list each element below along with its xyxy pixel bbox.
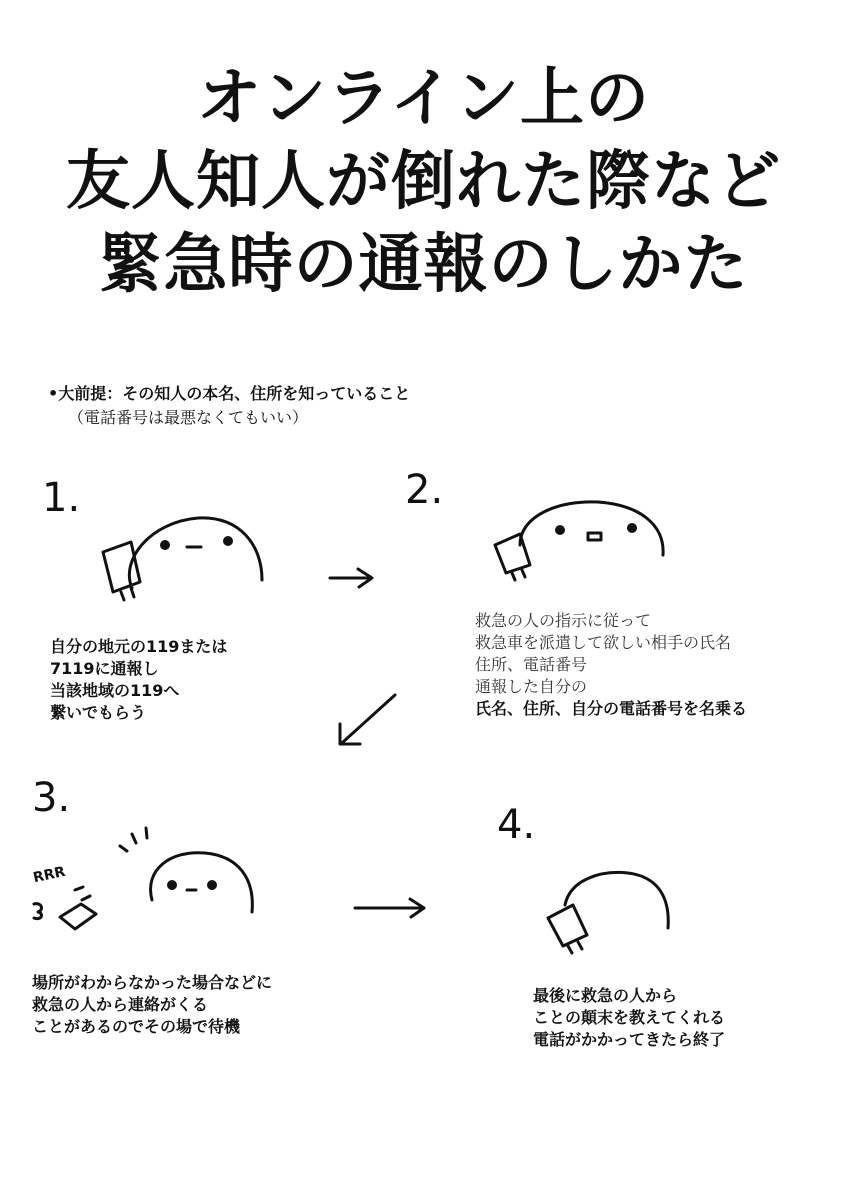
step-3-character xyxy=(31,828,252,929)
step-1-description xyxy=(50,636,227,724)
step-2-character xyxy=(495,502,663,580)
step-4-line: 電話がかかってきたら終了 xyxy=(533,1030,726,1049)
mouth-icon xyxy=(588,533,601,540)
blob-character-icon xyxy=(565,872,668,928)
arrow-right-icon xyxy=(330,569,372,587)
step-2-number: 2. xyxy=(405,467,444,513)
eye-icon xyxy=(225,538,232,545)
blob-character-icon xyxy=(151,853,253,912)
step-3-number: 3. xyxy=(32,775,71,821)
title-line-2: 友人知人が倒れた際など xyxy=(66,145,781,219)
step-1-line: 自分の地元の119または xyxy=(50,637,228,656)
phone-icon xyxy=(548,905,587,953)
step-2-line-bold: 氏名、住所、自分の電話番号を名乗る xyxy=(475,699,748,718)
eye-icon xyxy=(209,882,216,889)
phone-icon xyxy=(60,904,96,929)
title-line-1: オンライン上の xyxy=(196,62,651,136)
step-4-line: 最後に救急の人から xyxy=(533,986,678,1005)
arrow-down-left-icon xyxy=(340,695,395,744)
step-1-number: 1. xyxy=(42,475,81,521)
step-2-description xyxy=(475,610,747,720)
step-4-description xyxy=(533,985,725,1051)
step-2-line: 救急車を派遣して欲しい相手の氏名 xyxy=(475,633,732,652)
vibration-lines-icon xyxy=(75,887,90,900)
step-2-line: 救急の人の指示に従って xyxy=(475,611,652,630)
blob-character-icon xyxy=(129,518,262,588)
step-3-line: 場所がわからなかった場合などに xyxy=(32,973,273,992)
step-1-line: 繋いでもらう xyxy=(50,703,147,722)
step-1-line: 7119に通報し xyxy=(50,659,159,678)
step-4-line: ことの顛末を教えてくれる xyxy=(533,1008,726,1027)
phone-icon xyxy=(103,542,140,600)
step-1-character xyxy=(103,518,262,600)
eye-icon xyxy=(169,882,176,889)
title-line-3: 緊急時の通報のしかた xyxy=(98,228,749,302)
step-3-line: 救急の人から連絡がくる xyxy=(32,995,209,1014)
sound-lines-icon xyxy=(120,828,147,851)
blob-character-icon xyxy=(520,502,663,555)
ring-sound: RRR xyxy=(31,863,67,887)
phone-icon xyxy=(495,534,530,580)
eye-icon xyxy=(629,525,636,532)
eye-icon xyxy=(162,542,169,549)
step-4-number: 4. xyxy=(497,802,536,848)
step-3-line: ことがあるのでその場で待機 xyxy=(32,1017,241,1036)
step-4-character xyxy=(548,872,668,953)
step-1-line: 当該地域の119へ xyxy=(50,681,180,700)
ring-curl-icon xyxy=(34,904,41,919)
premise-sub: （電話番号は最悪なくてもいい） xyxy=(68,408,309,427)
step-2-line: 住所、電話番号 xyxy=(475,655,588,674)
premise-main: •大前提：その知人の本名、住所を知っていること xyxy=(48,384,411,403)
step-2-line: 通報した自分の xyxy=(475,677,588,696)
eye-icon xyxy=(557,527,564,534)
arrow-right-icon xyxy=(355,899,424,917)
step-3-description xyxy=(32,972,272,1038)
